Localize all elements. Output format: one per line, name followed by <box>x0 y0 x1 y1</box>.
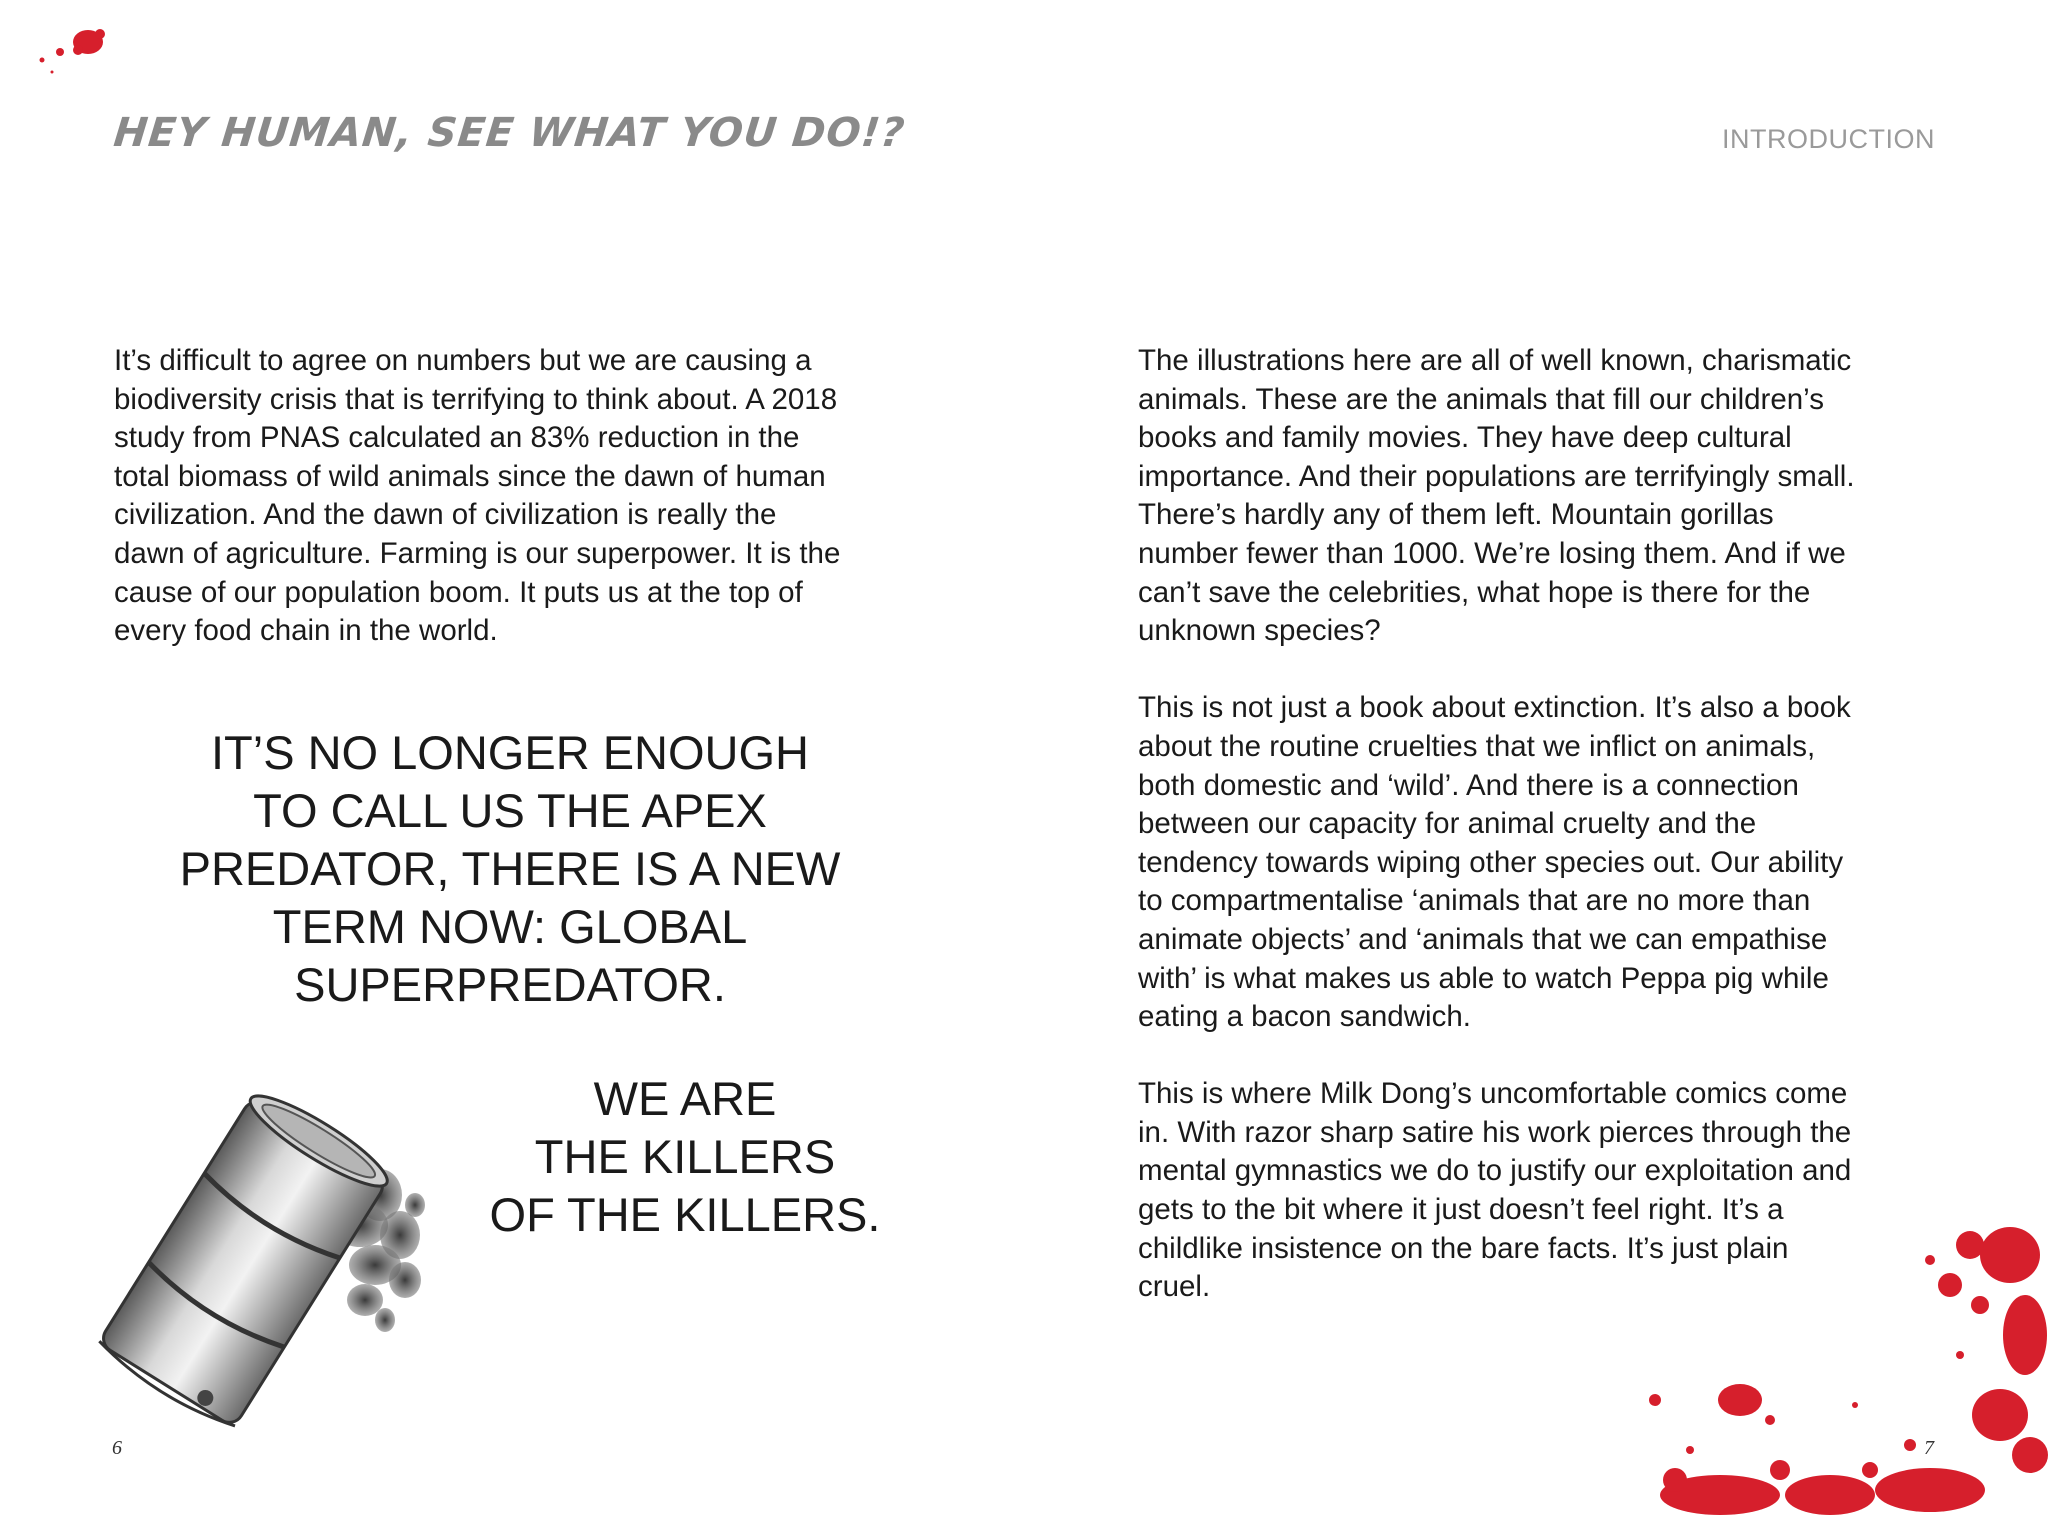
pull-quote-killers: WE ARE THE KILLERS OF THE KILLERS. <box>489 1072 881 1241</box>
body-paragraph: This is not just a book about extinction. It’s also a book about the routine cruelties that we inflict on animals, both domestic and ‘wild’. And there is a connection between our capacity for animal cruelty and the tendency towards wiping other species out. Our ability to compartmentalise ‘animals that are no more than animate objects’ and ‘animals that we can empathise with’ is what makes us able to watch Peppa pig while eating a bacon sandwich. <box>1138 691 1851 1034</box>
pull-quote-superpredator: IT’S NO LONGER ENOUGH TO CALL US THE APEX PREDATOR, THERE IS A NEW TERM NOW: GLOBAL SUPERPREDATOR. <box>179 726 841 1011</box>
body-paragraph: This is where Milk Dong’s uncomfortable comics come in. With razor sharp satire his work pierces through the mental gymnastics we do to justify our exploitation and gets to the bit where it just doesn’t feel right. It’s a childlike insistence on the bare facts. It’s just plain cruel. <box>1138 1077 1852 1304</box>
page-number-left: 6 <box>112 1437 122 1459</box>
blood-splatter-bottom-right <box>1630 1215 2048 1517</box>
right-column <box>1138 342 1938 1345</box>
blood-splatter-top-left <box>20 20 120 80</box>
oil-barrel-illustration <box>65 1075 465 1455</box>
section-label: INTRODUCTION <box>1722 124 1935 154</box>
book-title: HEY HUMAN, SEE WHAT YOU DO!? <box>111 110 908 156</box>
body-paragraph: The illustrations here are all of well known, charismatic animals. These are the animals that fill our children’s books and family movies. They have deep cultural importance. And their populations are terrifyingly small. There’s hardly any of them left. Mountain gorillas number fewer than 1000. We’re losing them. And if we can’t save the celebrities, what hope is there for the unknown species? <box>1138 344 1855 648</box>
page-number-right: 7 <box>1924 1437 1934 1459</box>
body-paragraph: It’s difficult to agree on numbers but we are causing a biodiversity crisis that is terrifying to think about. A 2018 study from PNAS calculated an 83% reduction in the total biomass of wild animals since the dawn of human civilization. And the dawn of civilization is really the dawn of agriculture. Farming is our superpower. It is the cause of our population boom. It puts us at the top of every food chain in the world. <box>114 344 841 648</box>
left-column <box>114 342 914 689</box>
